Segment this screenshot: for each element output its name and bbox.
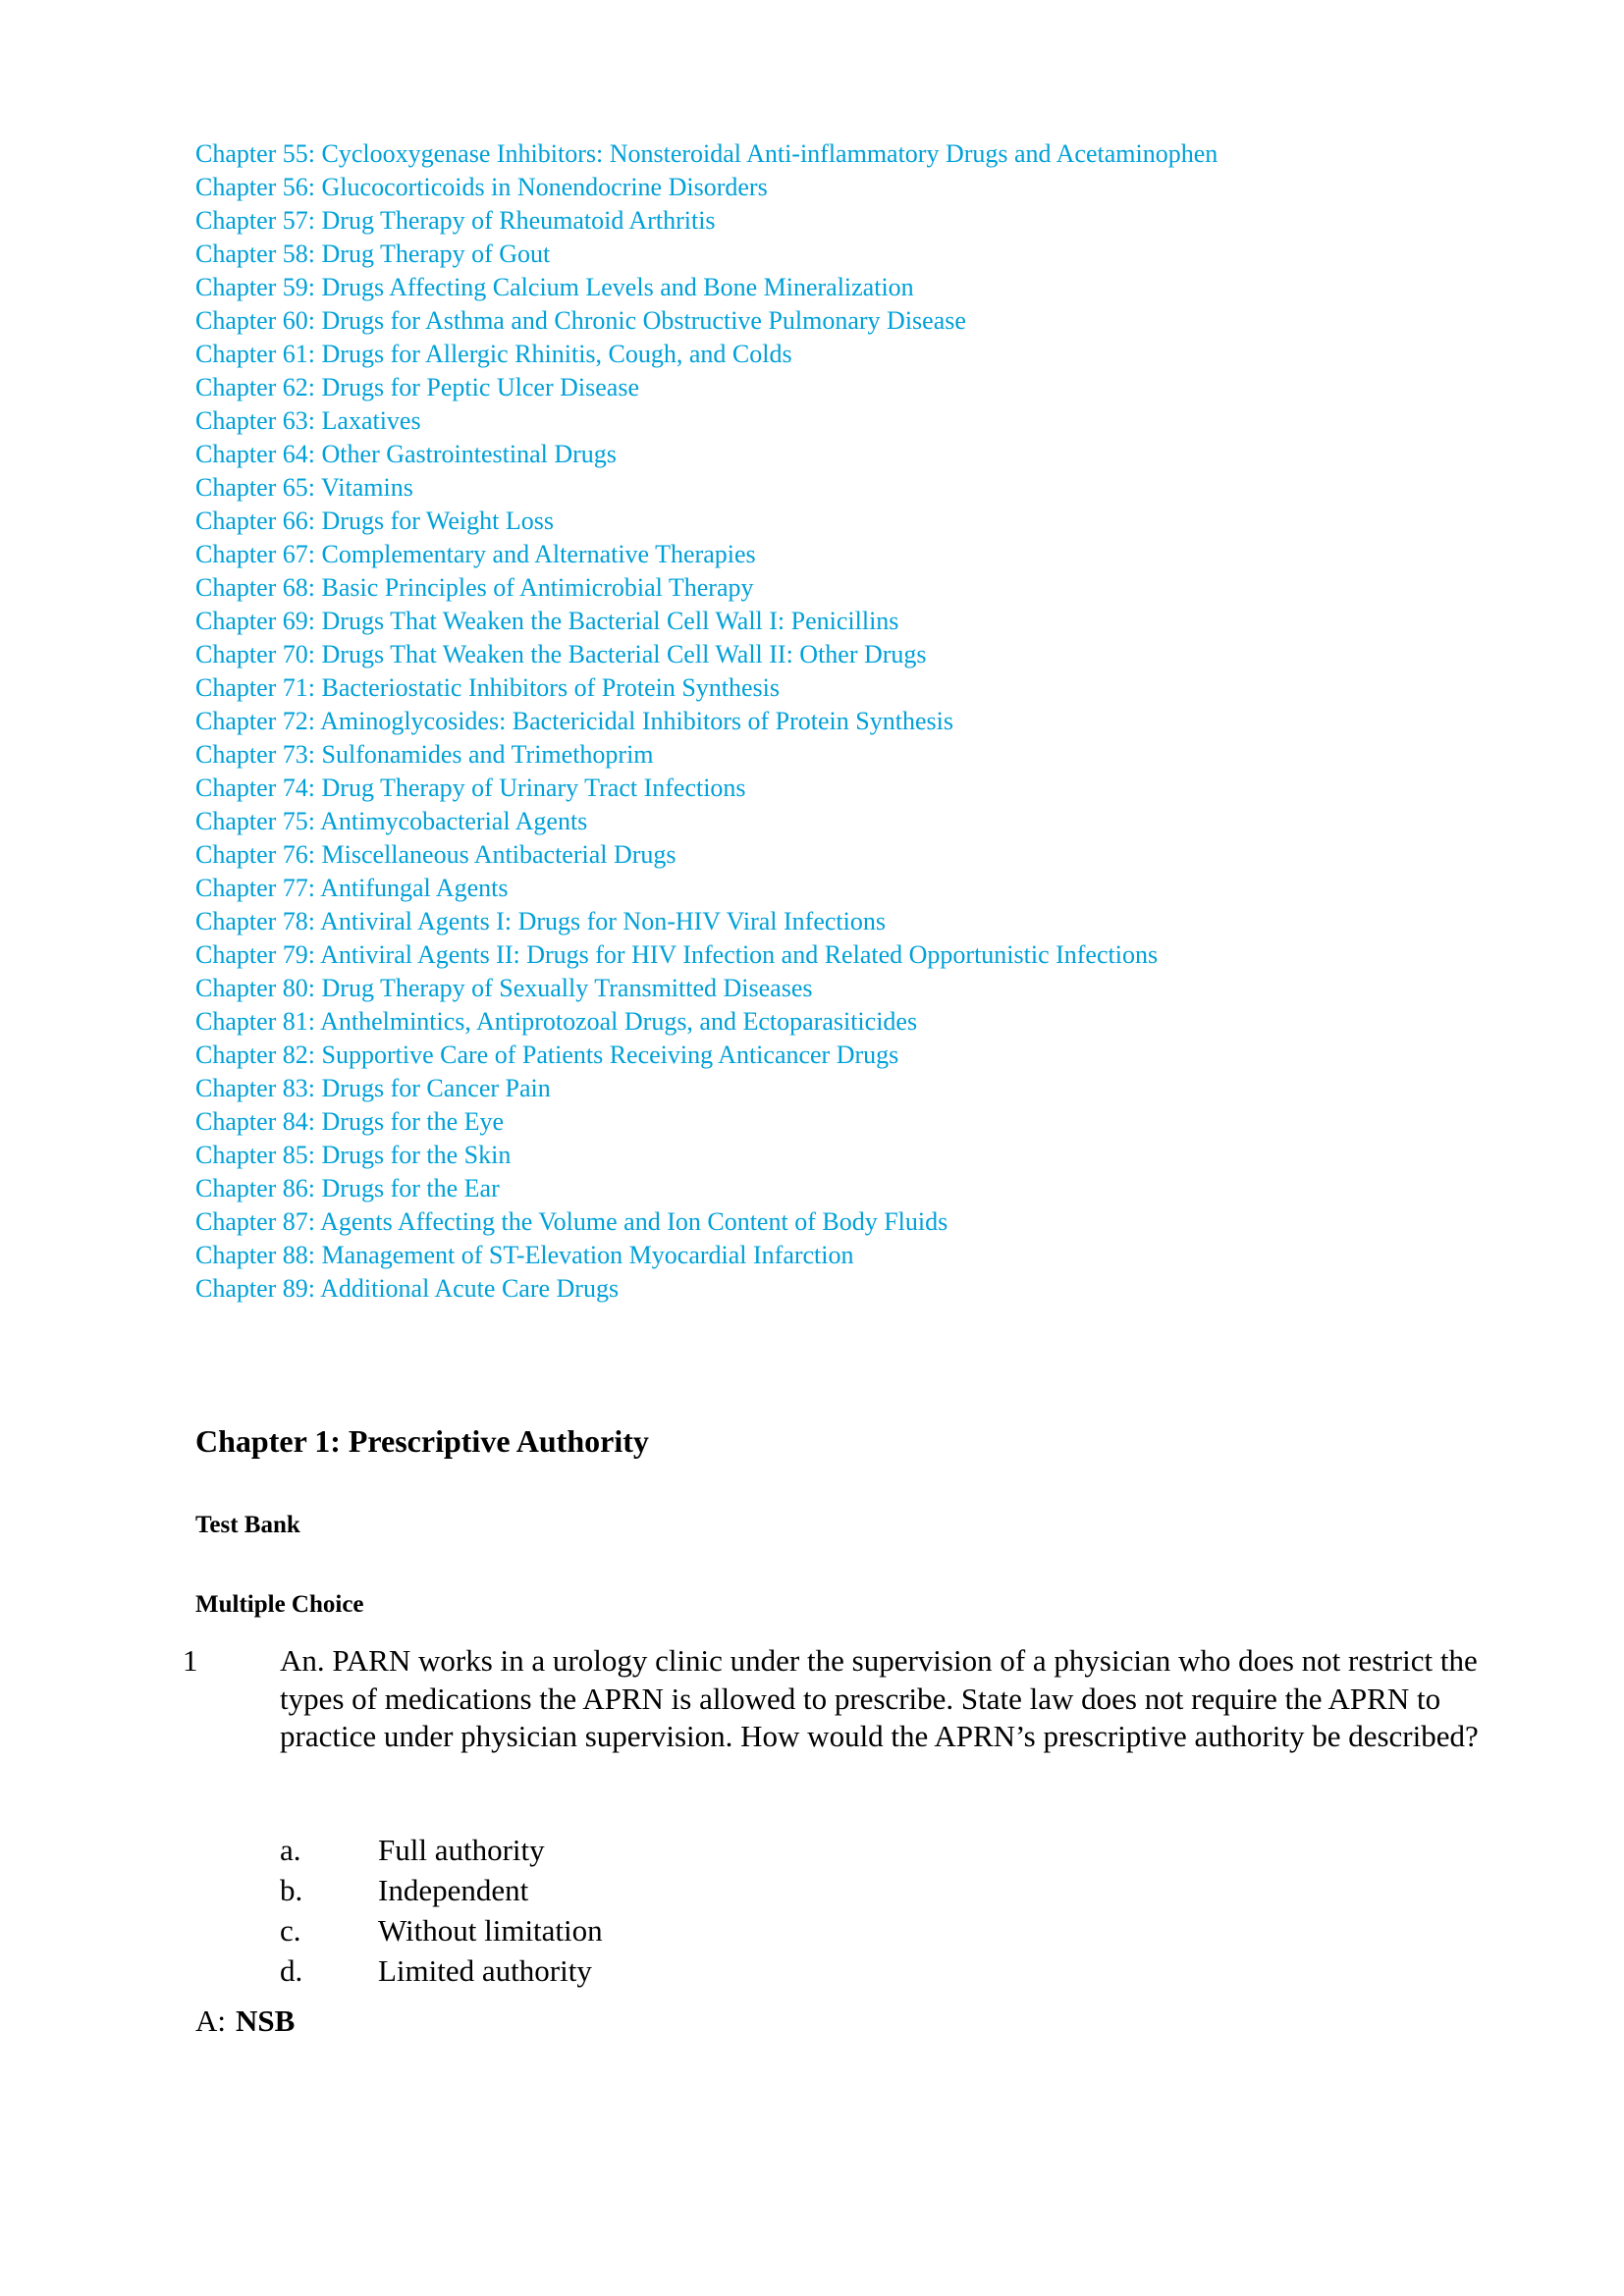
toc-link[interactable]: Chapter 62: Drugs for Peptic Ulcer Disease	[195, 373, 639, 401]
toc-link[interactable]: Chapter 59: Drugs Affecting Calcium Levels and Bone Mineralization	[195, 273, 914, 301]
toc-item[interactable]	[195, 605, 1218, 638]
toc-item[interactable]	[195, 538, 1218, 571]
toc-link[interactable]: Chapter 73: Sulfonamides and Trimethoprim	[195, 740, 654, 769]
toc-item[interactable]	[195, 338, 1218, 371]
option-text: Limited authority	[378, 1953, 592, 1988]
toc-link[interactable]: Chapter 61: Drugs for Allergic Rhinitis, Cough, and Colds	[195, 340, 792, 368]
toc-link[interactable]: Chapter 70: Drugs That Weaken the Bacterial Cell Wall II: Other Drugs	[195, 640, 927, 668]
answer-line	[195, 2002, 295, 2040]
option-letter: b.	[280, 1873, 303, 1907]
toc-link[interactable]: Chapter 75: Antimycobacterial Agents	[195, 807, 588, 835]
toc-link[interactable]: Chapter 74: Drug Therapy of Urinary Tract Infections	[195, 774, 746, 802]
question-number: 1	[183, 1643, 198, 1678]
toc-item[interactable]	[195, 705, 1218, 738]
option-letter: a.	[280, 1833, 301, 1867]
option-item	[280, 1870, 603, 1910]
toc-item[interactable]	[195, 371, 1218, 404]
toc-link[interactable]: Chapter 82: Supportive Care of Patients Receiving Anticancer Drugs	[195, 1041, 899, 1069]
answer-options	[280, 1830, 603, 1991]
toc-item[interactable]	[195, 1105, 1218, 1139]
toc-item[interactable]	[195, 1239, 1218, 1272]
toc-item[interactable]	[195, 271, 1218, 304]
table-of-contents	[195, 137, 1218, 1306]
toc-link[interactable]: Chapter 56: Glucocorticoids in Nonendocrine Disorders	[195, 173, 768, 201]
toc-item[interactable]	[195, 805, 1218, 838]
toc-link[interactable]: Chapter 84: Drugs for the Eye	[195, 1107, 505, 1136]
toc-item[interactable]	[195, 972, 1218, 1005]
toc-link[interactable]: Chapter 68: Basic Principles of Antimicrobial Therapy	[195, 573, 754, 602]
toc-link[interactable]: Chapter 83: Drugs for Cancer Pain	[195, 1074, 551, 1102]
option-text: Without limitation	[378, 1913, 603, 1948]
toc-item[interactable]	[195, 505, 1218, 538]
toc-item[interactable]	[195, 938, 1218, 972]
toc-item[interactable]	[195, 1205, 1218, 1239]
toc-item[interactable]	[195, 1005, 1218, 1039]
toc-link[interactable]: Chapter 67: Complementary and Alternative Therapies	[195, 540, 756, 568]
toc-link[interactable]: Chapter 66: Drugs for Weight Loss	[195, 507, 554, 535]
option-item	[280, 1950, 603, 1991]
toc-link[interactable]: Chapter 79: Antiviral Agents II: Drugs for HIV Infection and Related Opportunistic Infections	[195, 940, 1159, 969]
toc-link[interactable]: Chapter 72: Aminoglycosides: Bactericidal Inhibitors of Protein Synthesis	[195, 707, 953, 735]
toc-link[interactable]: Chapter 87: Agents Affecting the Volume and Ion Content of Body Fluids	[195, 1207, 948, 1236]
toc-link[interactable]: Chapter 55: Cyclooxygenase Inhibitors: Nonsteroidal Anti-inflammatory Drugs and Acetaminophen	[195, 139, 1218, 168]
toc-link[interactable]: Chapter 77: Antifungal Agents	[195, 874, 509, 902]
toc-link[interactable]: Chapter 78: Antiviral Agents I: Drugs for Non-HIV Viral Infections	[195, 907, 886, 935]
toc-item[interactable]	[195, 638, 1218, 671]
toc-link[interactable]: Chapter 64: Other Gastrointestinal Drugs	[195, 440, 617, 468]
toc-item[interactable]	[195, 1039, 1218, 1072]
toc-link[interactable]: Chapter 88: Management of ST-Elevation Myocardial Infarction	[195, 1241, 854, 1269]
answer-value: NSB	[236, 2003, 296, 2038]
question-stem: An. PARN works in a urology clinic under the supervision of a physician who does not restrict the types of medications the APRN is allowed to prescribe. State law does not require the APRN to practice under physician supervision. How would the APRN’s prescriptive authority be described?	[280, 1643, 1479, 1753]
option-text: Full authority	[378, 1833, 545, 1867]
answer-label: A:	[195, 2003, 226, 2038]
toc-item[interactable]	[195, 438, 1218, 471]
toc-item[interactable]	[195, 471, 1218, 505]
option-item	[280, 1910, 603, 1950]
toc-item[interactable]	[195, 204, 1218, 238]
toc-link[interactable]: Chapter 89: Additional Acute Care Drugs	[195, 1274, 620, 1303]
toc-item[interactable]	[195, 838, 1218, 872]
subsection-heading: Multiple Choice	[195, 1591, 364, 1618]
toc-item[interactable]	[195, 872, 1218, 905]
option-text: Independent	[378, 1873, 529, 1907]
toc-link[interactable]: Chapter 63: Laxatives	[195, 406, 421, 435]
toc-item[interactable]	[195, 738, 1218, 772]
toc-item[interactable]	[195, 571, 1218, 605]
toc-link[interactable]: Chapter 80: Drug Therapy of Sexually Transmitted Diseases	[195, 974, 813, 1002]
toc-item[interactable]	[195, 772, 1218, 805]
toc-item[interactable]	[195, 137, 1218, 171]
option-letter: d.	[280, 1953, 303, 1988]
toc-item[interactable]	[195, 304, 1218, 338]
toc-item[interactable]	[195, 1072, 1218, 1105]
option-letter: c.	[280, 1913, 301, 1948]
toc-link[interactable]: Chapter 65: Vitamins	[195, 473, 413, 502]
toc-link[interactable]: Chapter 69: Drugs That Weaken the Bacterial Cell Wall I: Penicillins	[195, 607, 899, 635]
toc-item[interactable]	[195, 238, 1218, 271]
toc-link[interactable]: Chapter 57: Drug Therapy of Rheumatoid Arthritis	[195, 206, 716, 235]
toc-item[interactable]	[195, 905, 1218, 938]
toc-link[interactable]: Chapter 60: Drugs for Asthma and Chronic Obstructive Pulmonary Disease	[195, 306, 966, 335]
toc-link[interactable]: Chapter 71: Bacteriostatic Inhibitors of Protein Synthesis	[195, 673, 781, 702]
toc-link[interactable]: Chapter 85: Drugs for the Skin	[195, 1141, 512, 1169]
option-item	[280, 1830, 603, 1870]
toc-link[interactable]: Chapter 76: Miscellaneous Antibacterial Drugs	[195, 840, 677, 869]
toc-item[interactable]	[195, 1272, 1218, 1306]
chapter-title: Chapter 1: Prescriptive Authority	[195, 1423, 649, 1459]
toc-item[interactable]	[195, 1172, 1218, 1205]
toc-link[interactable]: Chapter 58: Drug Therapy of Gout	[195, 240, 551, 268]
toc-item[interactable]	[195, 671, 1218, 705]
toc-link[interactable]: Chapter 86: Drugs for the Ear	[195, 1174, 500, 1202]
toc-link[interactable]: Chapter 81: Anthelmintics, Antiprotozoal Drugs, and Ectoparasiticides	[195, 1007, 918, 1036]
toc-item[interactable]	[195, 171, 1218, 204]
toc-item[interactable]	[195, 1139, 1218, 1172]
toc-item[interactable]	[195, 404, 1218, 438]
section-heading: Test Bank	[195, 1512, 300, 1538]
